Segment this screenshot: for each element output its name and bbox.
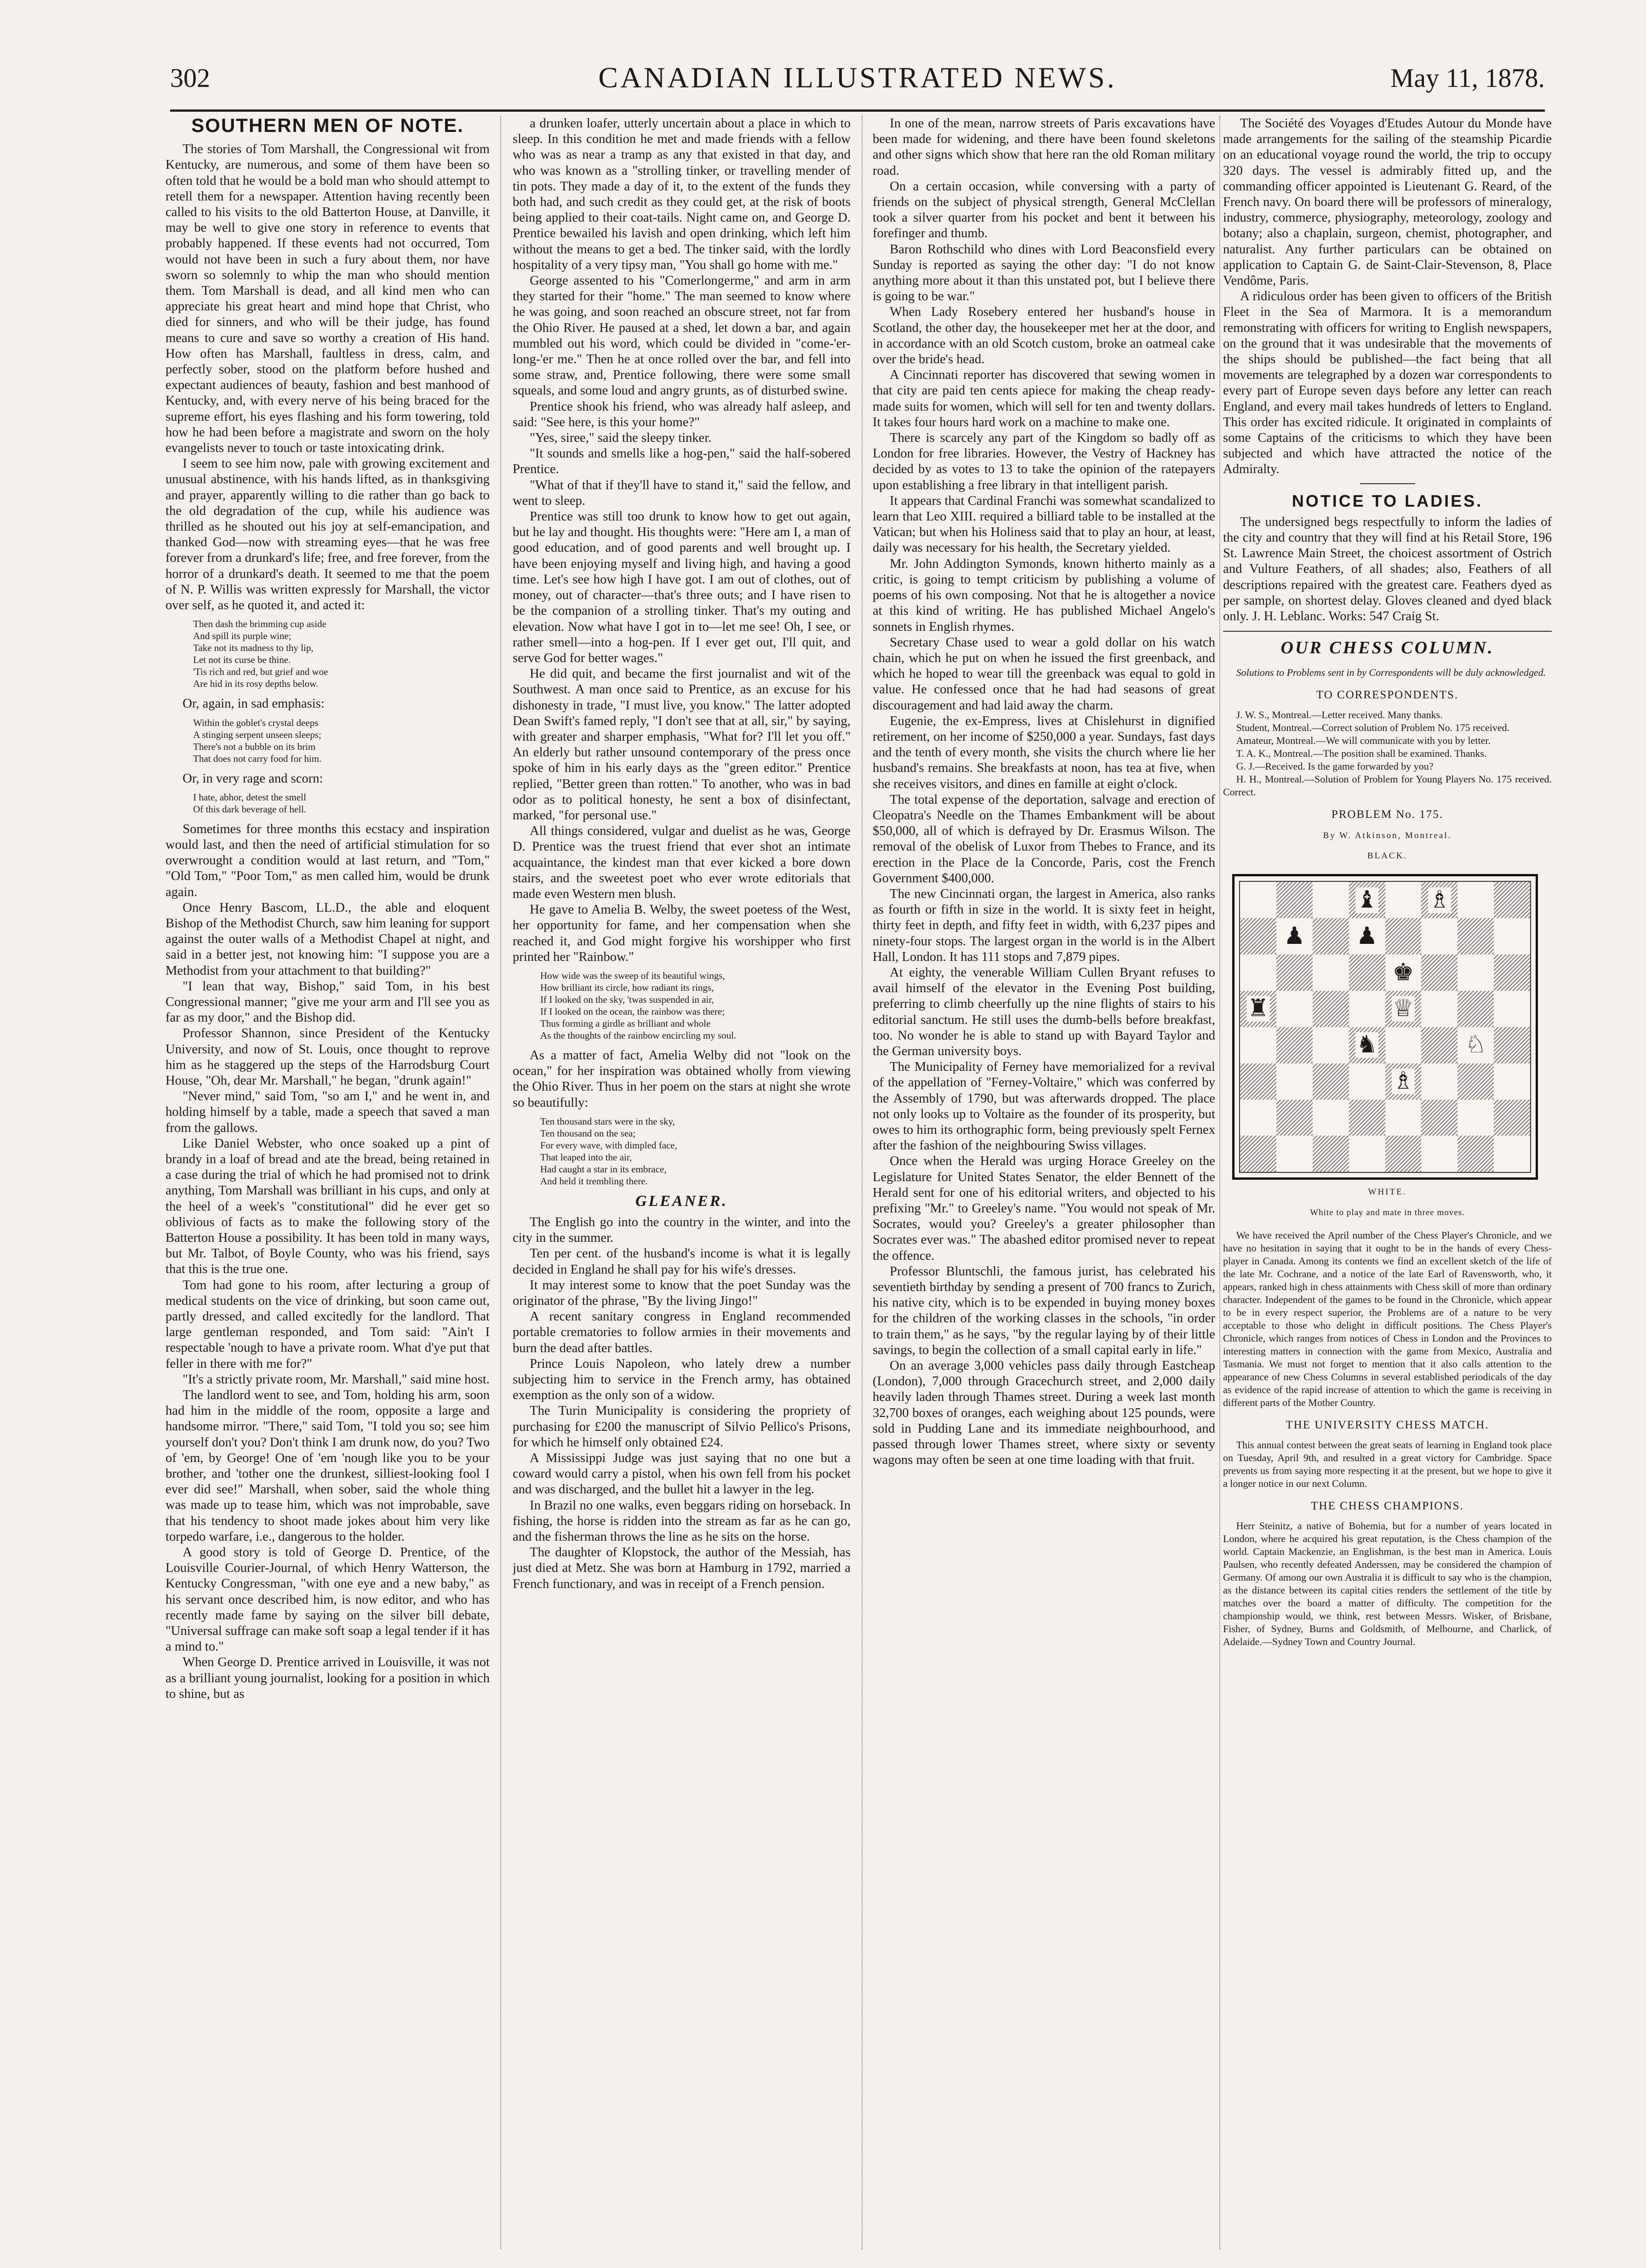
- board-square: [1349, 954, 1385, 991]
- masthead: CANADIAN ILLUSTRATED NEWS.: [598, 61, 1117, 94]
- correspondent-reply: H. H., Montreal.—Solution of Problem for Young Players No. 175 received. Correct.: [1223, 773, 1552, 798]
- board-square: [1349, 1027, 1385, 1063]
- board-square: [1276, 1063, 1313, 1100]
- column-divider: [500, 116, 501, 2249]
- board-square: [1276, 882, 1313, 918]
- notice-heading: NOTICE TO LADIES.: [1292, 491, 1483, 510]
- article-paragraph: Once Henry Bascom, LL.D., the able and eloquent Bishop of the Methodist Church, saw him leaning for support against the outer walls of a Methodist Chapel at night, and said in a better jest, not knowing him: "I suppose you are a Methodist from your attachment to that building?": [166, 900, 490, 978]
- chess-piece-icon: ♗: [1429, 886, 1451, 913]
- poem-verse: I hate, abhor, detest the smell Of this dark beverage of hell.: [193, 791, 307, 815]
- board-square: [1313, 1136, 1349, 1172]
- article-paragraph: Prentice was still too drunk to know how to get out again, but he lay and thought. His thoughts were: "Here am I, a man of good education, and of good parents and well brought up. I have been enjoying myself and living high, and having a good time. Let's see how high I have got. I am out of clothes, out of money, out of character—that's three outs; and I have risen to be the companion of a strolling tinker. That's my outing and elevation. Now what have I got in to—let me see! Oh, I see, or rather smell—into a hog-pen. If I ever get out, I'll quit, and serve God for better wages.": [513, 509, 851, 665]
- article-paragraph: Or, again, in sad emphasis:: [183, 697, 325, 711]
- article-paragraph: When George D. Prentice arrived in Louisville, it was not as a brilliant young journalist, looking for a position in which to shine, but as: [166, 1655, 490, 1701]
- black-label: BLACK.: [1367, 851, 1408, 861]
- article-paragraph: I seem to see him now, pale with growing excitement and unusual abstinence, with his hands lifted, as in thanksgiving and prayer, apparently willing to die rather than go back to the old degradation of the cup, while his audience was thrilled as he shouted out his joy at self-emancipation, and thanked God—now with streaming eyes—that he was free forever from a drunkard's life; free, and free forever, from the horror of a drunkard's death. It seemed to me that the poem of N. P. Willis was written expressly for Marshall, the victor over self, as he quoted it, and acted it:: [166, 457, 490, 613]
- board-square: [1457, 1136, 1494, 1172]
- gleaner-item: A recent sanitary congress in England recommended portable crematories to follow armies in their movements and burn the dead after battles.: [513, 1309, 851, 1355]
- board-square: [1385, 991, 1422, 1027]
- news-item: A Cincinnati reporter has discovered that sewing women in that city are paid ten cents apiece for making the cheap ready-made suits for women, which will sell for ten and twenty dollars. It takes four hours hard work on a machine to make one.: [873, 368, 1215, 429]
- correspondent-reply: Amateur, Montreal.—We will communicate with you by letter.: [1236, 734, 1491, 746]
- poem-verse: Within the goblet's crystal deeps A stinging serpent unseen sleeps; There's not a bubble on its brim That does not carry food for him.: [193, 717, 322, 764]
- board-square: [1421, 991, 1457, 1027]
- news-item: The Société des Voyages d'Etudes Autour du Monde have made arrangements for the sailing of the steamship Picardie on an educational voyage round the world, the trip to occupy 320 days. The vessel is admirably fitted up, and the commanding officer appointed is Lieutenant G. Reard, of the French navy. On board there will be professors of mineralogy, industry, commerce, physiography, meteorology, zoology and botany; also a chaplain, surgeon, chemist, photographer, and naturalist. Any further particulars can be obtained on application to Captain G. de Saint-Clair-Stevenson, 8, Place Vendôme, Paris.: [1223, 116, 1552, 288]
- poem-verse: Then dash the brimming cup aside And spill its purple wine; Take not its madness to thy lip, Let not its curse be thine. 'Tis rich and red, but grief and woe Are hid in its rosy depths below.: [193, 618, 328, 690]
- column-divider: [1219, 116, 1220, 2249]
- column-4: [1223, 116, 1552, 2240]
- board-square: [1457, 991, 1494, 1027]
- board-square: [1313, 918, 1349, 954]
- page-header: [170, 54, 1545, 112]
- correspondent-reply: Student, Montreal.—Correct solution of Problem No. 175 received.: [1236, 721, 1510, 733]
- news-item: The Municipality of Ferney have memorialized for a revival of the appellation of "Ferney-Voltaire," which was conferred by the Assembly of 1790, but was afterwards dropped. The place not only looks up to Voltaire as the founder of its prosperity, but owes to him its orthographic form, being previously spelt Fernex after the fashion of the neighbouring Swiss villages.: [873, 1060, 1215, 1153]
- column-divider: [862, 116, 863, 2249]
- column-3: [873, 116, 1215, 2240]
- article-title: SOUTHERN MEN OF NOTE.: [191, 116, 464, 136]
- board-square: [1240, 1063, 1276, 1100]
- article-paragraph: Sometimes for three months this ecstacy and inspiration would last, and then the need of artificial stimulation for so overwrought a condition would at last return, and "Tom," "Old Tom," "Poor Tom," as men called him, would be drunk again.: [166, 822, 490, 899]
- article-paragraph: "It's a strictly private room, Mr. Marshall," said mine host.: [183, 1372, 490, 1387]
- correspondents-heading: TO CORRESPONDENTS.: [1316, 688, 1459, 701]
- article-paragraph: Tom had gone to his room, after lecturing a group of medical students on the vice of drinking, but soon came out, partly dressed, and called excitedly for the landlord. That large gentleman responded, and Tom said: "Ain't I respectable 'nough to have a private room. What d'ye put that feller in there with me for?": [166, 1278, 490, 1371]
- chess-board: [1239, 881, 1531, 1173]
- board-square: [1494, 1100, 1530, 1136]
- problem-caption: White to play and mate in three moves.: [1310, 1207, 1465, 1217]
- news-item: Professor Bluntschli, the famous jurist, has celebrated his seventieth birthday by sending a present of 700 francs to Zurich, his native city, which is to be expended in buying money boxes for the children of the working classes in the schools, "in order to train them," as he says, "by the regular laying by of their little savings, to begin the collection of a small capital early in life.": [873, 1264, 1215, 1357]
- news-item: Baron Rothschild who dines with Lord Beaconsfield every Sunday is reported as saying the other day: "I do not know anything more about it than this unstated pot, but I believe there is going to be war.": [873, 242, 1215, 304]
- university-match-body: This annual contest between the great seats of learning in England took place on Tuesday, April 9th, and resulted in a great victory for Cambridge. Space prevents us from saying more respecting it at the present, but we hope to give it a longer notice in our next Column.: [1223, 1439, 1552, 1489]
- gleaner-item: Prince Louis Napoleon, who lately drew a number subjecting him to service in the French army, has obtained exemption as the only son of a widow.: [513, 1356, 851, 1403]
- chess-piece-icon: ♗: [1392, 1068, 1414, 1095]
- issue-date: May 11, 1878.: [1390, 63, 1545, 93]
- gleaner-item: The daughter of Klopstock, the author of the Messiah, has just died at Metz. She was born at Hamburg in 1792, married a French functionary, and was in receipt of a French pension.: [513, 1545, 851, 1591]
- column-2: [513, 116, 851, 2240]
- chess-problem-diagram: [1232, 874, 1533, 1180]
- board-square: [1421, 1100, 1457, 1136]
- news-item: In one of the mean, narrow streets of Paris excavations have been made for widening, and there have been found skeletons and other signs which show that here ran the old Roman military road.: [873, 116, 1215, 178]
- chess-champions-body: Herr Steinitz, a native of Bohemia, but for a number of years located in London, where he acquired his great reputation, is the Chess champion of the world. Captain Mackenzie, an Englishman, is the best man in America. Louis Paulsen, who recently defeated Anderssen, may be considered the champion of Germany. Of among our own Australia it is difficult to say who is the champion, as the distance between its capital cities renders the settlement of the title by matches over the board a matter of difficulty. The competition for the championship would, we think, rest between Messrs. Wisker, of Brisbane, Fisher, of Sydney, Burns and Goldsmith, of Melbourne, and Charlick, of Adelaide.—Sydney Town and Country Journal.: [1223, 1520, 1552, 1648]
- news-item: It appears that Cardinal Franchi was somewhat scandalized to learn that Leo XIII. required a billiard table to be installed at the Vatican; but when his Holiness said that to play an hour, at least, daily was necessary for his health, the Secretary yielded.: [873, 493, 1215, 555]
- article-paragraph: "Yes, siree," said the sleepy tinker.: [530, 431, 712, 446]
- article-paragraph: "It sounds and smells like a hog-pen," said the half-sobered Prentice.: [513, 446, 851, 477]
- board-square: [1494, 1136, 1530, 1172]
- news-item: The total expense of the deportation, salvage and erection of Cleopatra's Needle on the Thames Embankment will be about $50,000, all of which is defrayed by Dr. Erasmus Wilson. The removal of the obelisk of Luxor from Thebes to France, and its erection in the Place de la Concorde, Paris, cost the French Government $400,000.: [873, 792, 1215, 885]
- board-square: [1385, 882, 1422, 918]
- news-item: When Lady Rosebery entered her husband's house in Scotland, the other day, the housekeeper met her at the door, and in accordance with an old Scotch custom, broke an oatmeal cake over the bride's head.: [873, 305, 1215, 367]
- news-item: At eighty, the venerable William Cullen Bryant refuses to avail himself of the elevator in the Evening Post building, preferring to climb cheerfully up the nine flights of stairs to his editorial sanctum. He still uses the dumb-bells before breakfast, too. No wonder he is able to stand up with Bayard Taylor and the German university boys.: [873, 965, 1215, 1058]
- chess-review: We have received the April number of the Chess Player's Chronicle, and we have no hesitation in saying that it ought to be in the hands of every Chess-player in Canada. Among its contents we find an excellent sketch of the life of the late Mr. Cochrane, and a notice of the late Earl of Ravensworth, who, it appears, ranked high in chess attainments with Chess skill of more than ordinary character. Independent of the games to be found in the Chronicle, which appear to be in every respect superior, the Problems are of a nature to be very acceptable to those who delight in difficult positions. The Chess Player's Chronicle, which ranges from notices of Chess in London and the Provinces to interesting matters in connection with the game from Mexico, Australia and Tasmania. We must not forget to mention that it also calls attention to the appearance of new Chess Columns in several established periodicals of the day as evidence of the rapid increase of attention to which the game is receiving in different parts of the Mother Country.: [1223, 1229, 1552, 1408]
- chess-champions-heading: THE CHESS CHAMPIONS.: [1311, 1499, 1464, 1512]
- board-square: [1313, 1027, 1349, 1063]
- article-paragraph: "Never mind," said Tom, "so am I," and he went in, and holding himself by a table, made a speech that saved a man from the gallows.: [166, 1089, 490, 1135]
- news-item: Eugenie, the ex-Empress, lives at Chislehurst in dignified retirement, on her income of $250,000 a year. Sundays, fast days and the tenth of every month, she visits the church where lie her husband's remains. She breakfasts at noon, has tea at five, when she receives visitors, and dines en famille at eight o'clock.: [873, 714, 1215, 791]
- board-square: [1240, 918, 1276, 954]
- column-1: [166, 116, 490, 2240]
- board-square: [1240, 991, 1276, 1027]
- board-square: [1385, 1063, 1422, 1100]
- board-square: [1276, 918, 1313, 954]
- board-square: [1349, 882, 1385, 918]
- chess-column-heading: OUR CHESS COLUMN.: [1280, 638, 1494, 658]
- section-rule: [1360, 483, 1415, 484]
- board-square: [1276, 1100, 1313, 1136]
- article-paragraph: All things considered, vulgar and duelist as he was, George D. Prentice was the truest friend that ever shot an intimate acquaintance, the kindest man that ever kicked a bore down stairs, and the sweetest poet who ever wrote editorials that made even Western men blush.: [513, 824, 851, 901]
- news-item: On a certain occasion, while conversing with a party of friends on the subject of physical strength, General McClellan took a silver quarter from his pocket and bent it between his forefinger and thumb.: [873, 179, 1215, 241]
- board-square: [1276, 1136, 1313, 1172]
- problem-heading: PROBLEM No. 175.: [1331, 808, 1444, 821]
- board-square: [1240, 882, 1276, 918]
- news-item: The new Cincinnati organ, the largest in America, also ranks as fourth or fifth in size in the world. It is sixty feet in height, thirty feet in depth, and fifty feet in width, with 6,237 pipes and ninety-four stops. The largest organ in the world is in the Albert Hall, London. It has 111 stops and 7,879 pipes.: [873, 886, 1215, 964]
- board-square: [1494, 1027, 1530, 1063]
- chess-board-frame: [1232, 874, 1538, 1180]
- board-square: [1494, 954, 1530, 991]
- news-item: There is scarcely any part of the Kingdom so badly off as London for free libraries. However, the Vestry of Hackney has decided by as votes to 13 to take the opinion of the ratepayers upon establishing a free library in that intelligent parish.: [873, 431, 1215, 492]
- board-square: [1313, 954, 1349, 991]
- board-square: [1240, 1136, 1276, 1172]
- board-square: [1240, 1027, 1276, 1063]
- correspondent-reply: T. A. K., Montreal.—The position shall be examined. Thanks.: [1236, 747, 1487, 759]
- board-square: [1276, 1027, 1313, 1063]
- board-square: [1385, 1100, 1422, 1136]
- board-square: [1385, 954, 1422, 991]
- problem-author: By W. Atkinson, Montreal.: [1323, 830, 1452, 840]
- news-item: Secretary Chase used to wear a gold dollar on his watch chain, which he put on when he issued the first greenback, and which he hoped to wear till the greenback was equal to gold in value. He confessed once that he had had seasons of great discouragement and had laid away the charm.: [873, 635, 1215, 713]
- board-square: [1457, 1027, 1494, 1063]
- gleaner-item: Ten per cent. of the husband's income is what it is legally decided in England he shall pay for his wife's dresses.: [513, 1246, 851, 1277]
- article-paragraph: The stories of Tom Marshall, the Congressional wit from Kentucky, are numerous, and some of them have been so often told that he would be a bold man who should attempt to retell them for a newspaper. Attention having recently been called to his visits to the old Batterton House, at Danville, it may be well to give one story in reference to events that probably happened. If these events had not occurred, Tom would not have been in such a fury about them, nor have sworn so solemnly to whip the man who should mention them. Tom Marshall is dead, and all kind men who can appreciate his great heart and mind hope that Christ, who died for sinners, and who will be their judge, has found means to cure and save so worthy a creation of His hand. How often has Marshall, faultless in dress, calm, and perfectly sober, stood on the platform before hushed and expectant audiences of beauty, fashion and best manhood of Kentucky, and, with every nerve of his being braced for the supreme effort, his eyes flashing and his form towering, told how he had been before a magistrate and sworn on the holy evangelists never to touch or taste intoxicating drink.: [166, 142, 490, 456]
- article-paragraph: The landlord went to see, and Tom, holding his arm, soon had him in the middle of the room, opposite a large and handsome mirror. "There," said Tom, "I told you so; see him yourself don't you? Don't think I am drunk now, do you? Two of 'em, by George! One of 'em 'nough like you to be your brother, and 'tother one the drunkest, silliest-looking fool I ever did see!" Marshall, when sober, said the whole thing was made up to tease him, which was not improbable, save that his tendency to shoot made jokes about him very like torpedo warfare, i.e., dangerous to the holder.: [166, 1388, 490, 1544]
- chess-piece-icon: ♟: [1356, 923, 1378, 949]
- board-square: [1421, 1027, 1457, 1063]
- board-square: [1349, 1100, 1385, 1136]
- board-square: [1240, 1100, 1276, 1136]
- board-square: [1385, 918, 1422, 954]
- correspondent-reply: G. J.—Received. Is the game forwarded by you?: [1236, 760, 1434, 772]
- board-square: [1349, 918, 1385, 954]
- news-item: A ridiculous order has been given to officers of the British Fleet in the Sea of Marmora. It is a memorandum remonstrating with officers for writing to English newspapers, on the ground that it was undesirable that the movements of the ships should be published—the fact being that all movements are telegraphed by a dozen war correspondents to every part of Europe seven days before any letter can reach England, and every mail takes hundreds of letters to England. This order has excited ridicule. It originated in complaints of some Captains of the criticisms to which they have been subjected and which have attracted the notice of the Admiralty.: [1223, 289, 1552, 477]
- chess-piece-icon: ♕: [1392, 995, 1414, 1022]
- board-square: [1313, 991, 1349, 1027]
- board-square: [1421, 882, 1457, 918]
- board-square: [1276, 954, 1313, 991]
- board-square: [1494, 918, 1530, 954]
- article-paragraph: A good story is told of George D. Prentice, of the Louisville Courier-Journal, of which Henry Watterson, the Kentucky Congressman, "with one eye and a new baby," as his servant once described him, is now editor, and who has recently made fame by saying on the silver bill debate, "Universal suffrage can make soft soap a legal tender if it has a mind to.": [166, 1545, 490, 1654]
- board-square: [1276, 991, 1313, 1027]
- article-paragraph: Or, in very rage and scorn:: [183, 771, 323, 786]
- gleaner-item: It may interest some to know that the poet Sunday was the originator of the phrase, "By the living Jingo!": [513, 1278, 851, 1308]
- article-paragraph: "I lean that way, Bishop," said Tom, in his best Congressional manner; "give me your arm and I'll see you as far as my door," and the Bishop did.: [166, 979, 490, 1025]
- chess-piece-icon: ♚: [1392, 959, 1414, 986]
- board-square: [1385, 1136, 1422, 1172]
- board-square: [1494, 882, 1530, 918]
- gleaner-item: The English go into the country in the winter, and into the city in the summer.: [513, 1215, 851, 1245]
- board-square: [1349, 1063, 1385, 1100]
- chess-piece-icon: ♘: [1465, 1032, 1486, 1058]
- news-item: On an average 3,000 vehicles pass daily through Eastcheap (London), 7,000 through Gracechurch street, and 2,000 daily heavily laden through Thames street. During a week last month 32,700 boxes of oranges, each weighing about 125 pounds, were sold in Pudding Lane and its immediate neighbourhood, and passed through lower Thames street, where sixty or seventy wagons may often be seen at one time loading with that fruit.: [873, 1359, 1215, 1468]
- chess-piece-icon: ♝: [1356, 886, 1378, 913]
- board-square: [1457, 954, 1494, 991]
- board-square: [1421, 954, 1457, 991]
- page-number: 302: [170, 63, 210, 93]
- board-square: [1313, 882, 1349, 918]
- article-paragraph: Like Daniel Webster, who once soaked up a pint of brandy in a loaf of bread and ate the bread, being retained in a case during the trial of which he had promised not to drink anything, Tom Marshall was brilliant in his cups, and only at the heel of a week's "constitutional" did he ever get so oblivious of facts as to make the following story of the Batterton House a possibility. It has been told in many ways, but Mr. Talbot, of Boyle County, who was his friend, says that this is the true one.: [166, 1136, 490, 1277]
- board-square: [1349, 1136, 1385, 1172]
- article-paragraph: He did quit, and became the first journalist and wit of the Southwest. A man once said to Prentice, as an excuse for his dishonesty in trade, "I must live, you know." The latter adopted Dean Swift's famed reply, "I don't see that at all, sir," by saying, with greater and sharper emphasis, "What for? I'll let you off." An elderly but rather unsound contemporary of the press once spoke of him in his early days as the "green editor." Prentice replied, "Better green than rotten." To another, who was in bad odor as to political honesty, he sent a box of disinfectant, marked, "for personal use.": [513, 667, 851, 823]
- chess-piece-icon: ♟: [1284, 923, 1305, 949]
- poem-verse: How wide was the sweep of its beautiful wings, How brilliant its circle, how radiant its rings, If I looked on the sky, 'twas suspended in air, If I looked on the ocean, the rainbow was there; Thus forming a girdle as brilliant and whole As the thoughts of the rainbow encircling my soul.: [540, 970, 737, 1041]
- board-square: [1313, 1063, 1349, 1100]
- board-square: [1494, 991, 1530, 1027]
- board-square: [1457, 882, 1494, 918]
- board-square: [1421, 1136, 1457, 1172]
- news-item: Mr. John Addington Symonds, known hitherto mainly as a critic, is going to tempt criticism by publishing a volume of poems of his own composing. Not that he is altogether a novice at this kind of writing. He has published Michael Angelo's sonnets in English rhymes.: [873, 556, 1215, 634]
- chess-note: Solutions to Problems sent in by Correspondents will be duly acknowledged.: [1236, 666, 1546, 678]
- white-label: WHITE.: [1368, 1187, 1407, 1197]
- news-item: Once when the Herald was urging Horace Greeley on the Legislature for United States Senator, the elder Bennett of the Herald sent for one of his editorial writers, and objected to his prefixing "Mr." to Greeley's name. "You would not speak of Mr. Socrates, would you? Greeley's a greater philosopher than Socrates ever was." The abashed editor promised never to repeat the offence.: [873, 1154, 1215, 1263]
- board-square: [1457, 1100, 1494, 1136]
- gleaner-item: A Mississippi Judge was just saying that no one but a coward would carry a pistol, when his own fell from his pocket and was discharged, and the bullet hit a lawyer in the leg.: [513, 1451, 851, 1497]
- board-square: [1494, 1063, 1530, 1100]
- board-square: [1421, 918, 1457, 954]
- gleaner-heading: GLEANER.: [635, 1192, 728, 1210]
- university-match-heading: THE UNIVERSITY CHESS MATCH.: [1286, 1418, 1489, 1431]
- correspondent-reply: J. W. S., Montreal.—Letter received. Many thanks.: [1236, 708, 1443, 720]
- notice-body: The undersigned begs respectfully to inform the ladies of the city and country that they will find at his Retail Store, 196 St. Lawrence Main Street, the choicest assortment of Ostrich and Vulture Feathers, of all shades; also, Feathers of all descriptions repaired with the greatest care. Feathers dyed as per sample, on shortest delay. Gloves cleaned and dyed black only. J. H. Leblanc. Works: 547 Craig St.: [1223, 514, 1552, 624]
- article-paragraph: "What of that if they'll have to stand it," said the fellow, and went to sleep.: [513, 478, 851, 508]
- gleaner-item: The Turin Municipality is considering the propriety of purchasing for £200 the manuscript of Silvio Pellico's Prisons, for which he himself only obtained £24.: [513, 1404, 851, 1450]
- chess-piece-icon: ♞: [1356, 1032, 1378, 1058]
- board-square: [1457, 1063, 1494, 1100]
- board-square: [1385, 1027, 1422, 1063]
- board-square: [1421, 1063, 1457, 1100]
- article-paragraph: George assented to his "Comerlongerme," and arm in arm they started for their "home." The man seemed to know where he was going, and soon reached an obscure street, not far from the Ohio River. He paused at a shed, let down a bar, and again mumbled out his word, which could be divided in "come-'er-long-'er me." Then he at once rolled over the bar, and fell into some straw, and, Prentice following, there were some small squeals, and some loud and angry grunts, as of disturbed swine.: [513, 274, 851, 398]
- article-paragraph: He gave to Amelia B. Welby, the sweet poetess of the West, her opportunity for fame, and her compensation when she reached it, and God might forgive his worshipper who first printed her "Rainbow.": [513, 903, 851, 964]
- board-square: [1240, 954, 1276, 991]
- chess-piece-icon: ♜: [1247, 995, 1269, 1022]
- article-paragraph: Professor Shannon, since President of the Kentucky University, and now of St. Louis, once thought to reprove him as he staggered up the steps of the Harrodsburg Court House, "Oh, dear Mr. Marshall," he began, "drunk again!": [166, 1026, 490, 1088]
- board-square: [1457, 918, 1494, 954]
- poem-verse: Ten thousand stars were in the sky, Ten thousand on the sea; For every wave, with dimpled face, That leaped into the air, Had caught a star in its embrace, And held it trembling there.: [540, 1115, 677, 1187]
- board-square: [1313, 1100, 1349, 1136]
- article-paragraph: a drunken loafer, utterly uncertain about a place in which to sleep. In this condition he met and made friends with a fellow who was as near a tramp as any that existed in that day, and who was known as a "strolling tinker, or travelling mender of tin pots. They made a day of it, to the extent of the funds they both had, and such credit as they could get, at the risk of boots being applied to their coat-tails. Night came on, and George D. Prentice bewailed his lavish and open drinking, which left him without the means to get a bed. The tinker said, with the lordly hospitality of a very tipsy man, "You shall go home with me.": [513, 116, 851, 272]
- article-paragraph: Prentice shook his friend, who was already half asleep, and said: "See here, is this your home?": [513, 399, 851, 429]
- gleaner-item: In Brazil no one walks, even beggars riding on horseback. In fishing, the horse is ridden into the stream as far as he can go, and the fisherman throws the line as he sits on the horse.: [513, 1498, 851, 1544]
- board-square: [1349, 991, 1385, 1027]
- section-rule: [1223, 631, 1552, 632]
- article-paragraph: As a matter of fact, Amelia Welby did not "look on the ocean," for her inspiration was obtained wholly from viewing the Ohio River. Thus in her poem on the stars at night she wrote so beautifully:: [513, 1048, 851, 1110]
